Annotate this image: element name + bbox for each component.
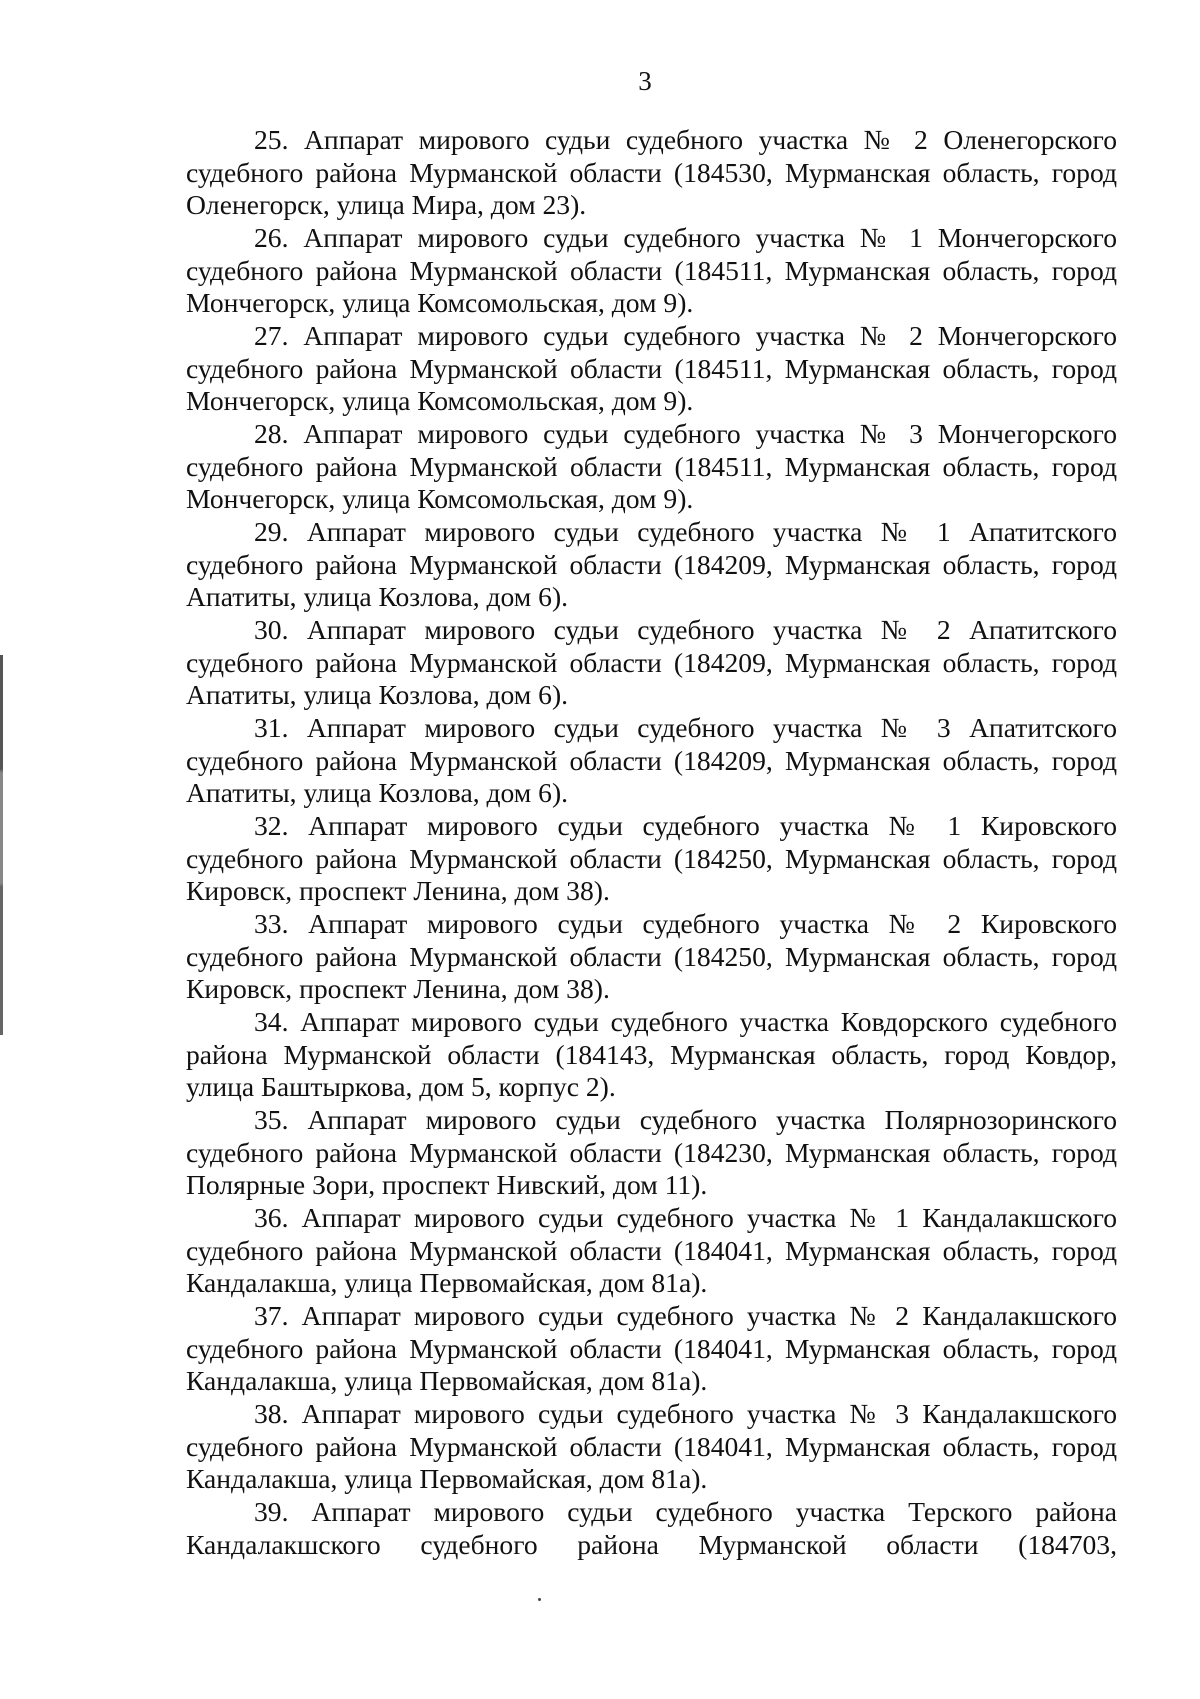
list-item: 27. Аппарат мирового судьи судебного участка № 2 Мончегорского судебного района Мурманской области (184511, Мурманская область, город Мончегорск, улица Комсомольская, дом 9). [186, 320, 1117, 416]
list-item: 32. Аппарат мирового судьи судебного участка № 1 Кировского судебного района Мурманской области (184250, Мурманская область, город Кировск, проспект Ленина, дом 38). [186, 810, 1117, 906]
list-item: 33. Аппарат мирового судьи судебного участка № 2 Кировского судебного района Мурманской области (184250, Мурманская область, город Кировск, проспект Ленина, дом 38). [186, 908, 1117, 1004]
document-body [186, 124, 1117, 1562]
scan-edge-mark [0, 655, 3, 1035]
list-item: 28. Аппарат мирового судьи судебного участка № 3 Мончегорского судебного района Мурманской области (184511, Мурманская область, город Мончегорск, улица Комсомольская, дом 9). [186, 418, 1117, 514]
list-item: 26. Аппарат мирового судьи судебного участка № 1 Мончегорского судебного района Мурманской области (184511, Мурманская область, город Мончегорск, улица Комсомольская, дом 9). [186, 222, 1117, 318]
page-number: 3 [638, 66, 652, 96]
list-item: 29. Аппарат мирового судьи судебного участка № 1 Апатитского судебного района Мурманской области (184209, Мурманская область, город Апатиты, улица Козлова, дом 6). [186, 516, 1117, 612]
list-item: 36. Аппарат мирового судьи судебного участка № 1 Кандалакшского судебного района Мурманской области (184041, Мурманская область, город Кандалакша, улица Первомайская, дом 81а). [186, 1202, 1117, 1298]
list-item: 38. Аппарат мирового судьи судебного участка № 3 Кандалакшского судебного района Мурманской области (184041, Мурманская область, город Кандалакша, улица Первомайская, дом 81а). [186, 1398, 1117, 1494]
list-item: 39. Аппарат мирового судьи судебного участка Терского района Кандалакшского судебного района Мурманской области (184703, [186, 1496, 1117, 1560]
list-item: 25. Аппарат мирового судьи судебного участка № 2 Оленегорского судебного района Мурманской области (184530, Мурманская область, город Оленегорск, улица Мира, дом 23). [186, 124, 1117, 220]
list-item: 35. Аппарат мирового судьи судебного участка Полярнозоринского судебного района Мурманской области (184230, Мурманская область, город Полярные Зори, проспект Нивский, дом 11). [186, 1104, 1117, 1200]
list-item: 34. Аппарат мирового судьи судебного участка Ковдорского судебного района Мурманской области (184143, Мурманская область, город Ковдор, улица Баштыркова, дом 5, корпус 2). [186, 1006, 1117, 1102]
list-item: 30. Аппарат мирового судьи судебного участка № 2 Апатитского судебного района Мурманской области (184209, Мурманская область, город Апатиты, улица Козлова, дом 6). [186, 614, 1117, 710]
list-item: 37. Аппарат мирового судьи судебного участка № 2 Кандалакшского судебного района Мурманской области (184041, Мурманская область, город Кандалакша, улица Первомайская, дом 81а). [186, 1300, 1117, 1396]
list-item: 31. Аппарат мирового судьи судебного участка № 3 Апатитского судебного района Мурманской области (184209, Мурманская область, город Апатиты, улица Козлова, дом 6). [186, 712, 1117, 808]
scan-dot [538, 1598, 541, 1601]
